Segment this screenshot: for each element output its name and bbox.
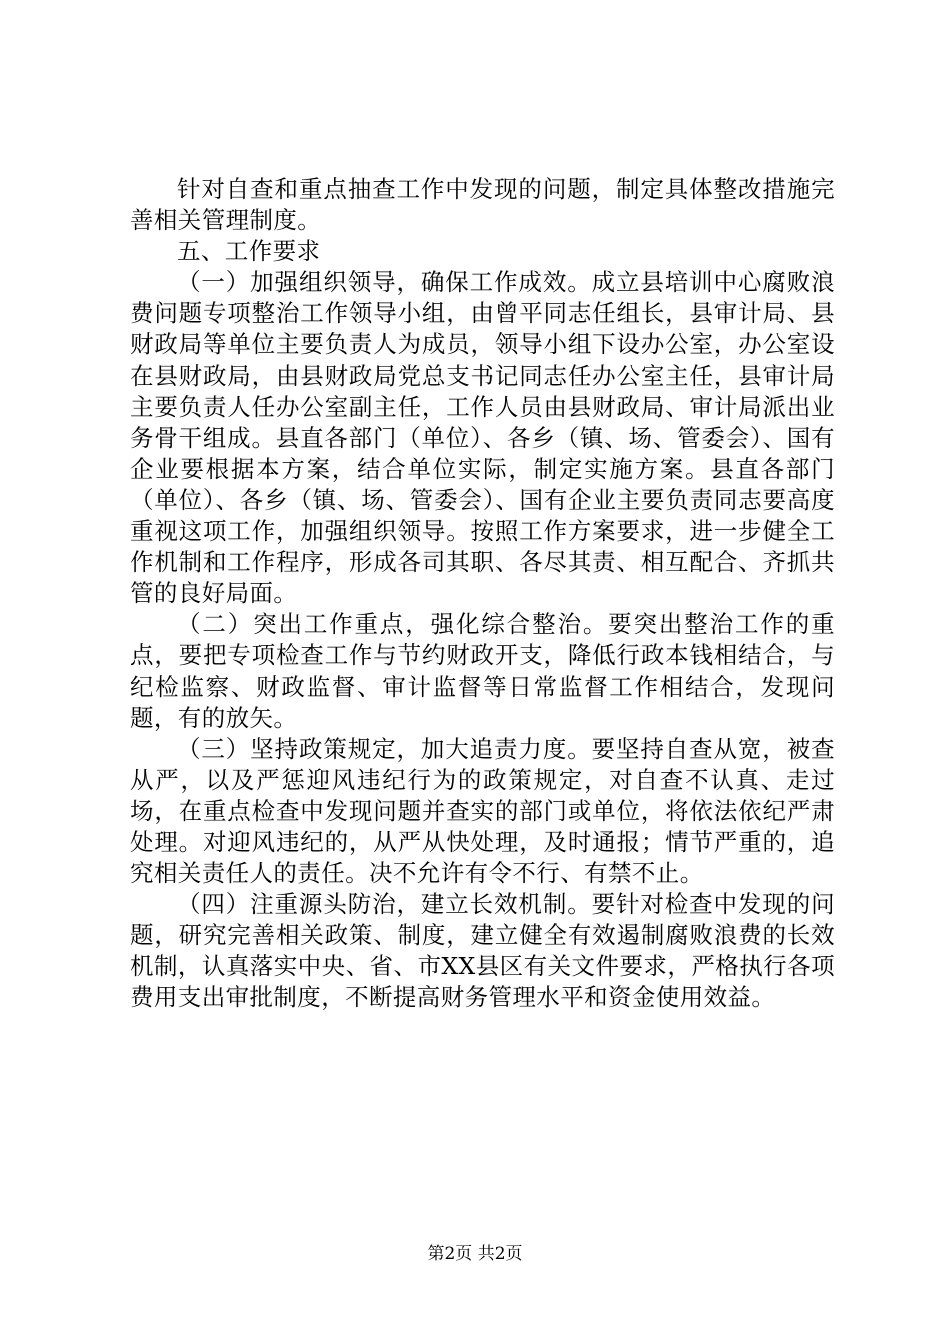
paragraph-long-term-mechanism: （四）注重源头防治，建立长效机制。要针对检查中发现的问题，研究完善相关政策、制度，建立健全有效遏制腐败浪费的长效机制，认真落实中央、省、市XX县区有关文件要求，严格执行各项费用支出审批制度，不断提高财务管理水平和资金使用效益。 <box>130 890 835 1012</box>
paragraph-organization-leadership: （一）加强组织领导，确保工作成效。成立县培训中心腐败浪费问题专项整治工作领导小组，由曾平同志任组长，县审计局、县财政局等单位主要负责人为成员，领导小组下设办公室，办公室设在县财政局，由县财政局党总支书记同志任办公室主任，县审计局主要负责人任办公室副主任，工作人员由县财政局、审计局派出业务骨干组成。县直各部门（单位）、各乡（镇、场、管委会）、国有企业要根据本方案，结合单位实际，制定实施方案。县直各部门（单位）、各乡（镇、场、管委会）、国有企业主要负责同志要高度重视这项工作，加强组织领导。按照工作方案要求，进一步健全工作机制和工作程序，形成各司其职、各尽其责、相互配合、齐抓共管的良好局面。 <box>130 268 835 608</box>
page-number-footer: 第2页 共2页 <box>427 1244 523 1264</box>
document-body <box>130 174 835 1014</box>
section-heading-work-requirements: 五、工作要求 <box>177 237 321 266</box>
paragraph-rectification: 针对自查和重点抽查工作中发现的问题，制定具体整改措施完善相关管理制度。 <box>130 175 835 235</box>
paragraph-key-work: （二）突出工作重点，强化综合整治。要突出整治工作的重点，要把专项检查工作与节约财政开支，降低行政本钱相结合，与纪检监察、财政监督、审计监督等日常监督工作相结合，发现问题，有的放矢。 <box>130 610 835 732</box>
paragraph-policy-accountability: （三）坚持政策规定，加大追责力度。要坚持自查从宽，被查从严，以及严惩迎风违纪行为的政策规定，对自查不认真、走过场，在重点检查中发现问题并查实的部门或单位，将依法依纪严肃处理。对迎风违纪的，从严从快处理，及时通报；情节严重的，追究相关责任人的责任。决不允许有令不行、有禁不止。 <box>130 734 835 888</box>
